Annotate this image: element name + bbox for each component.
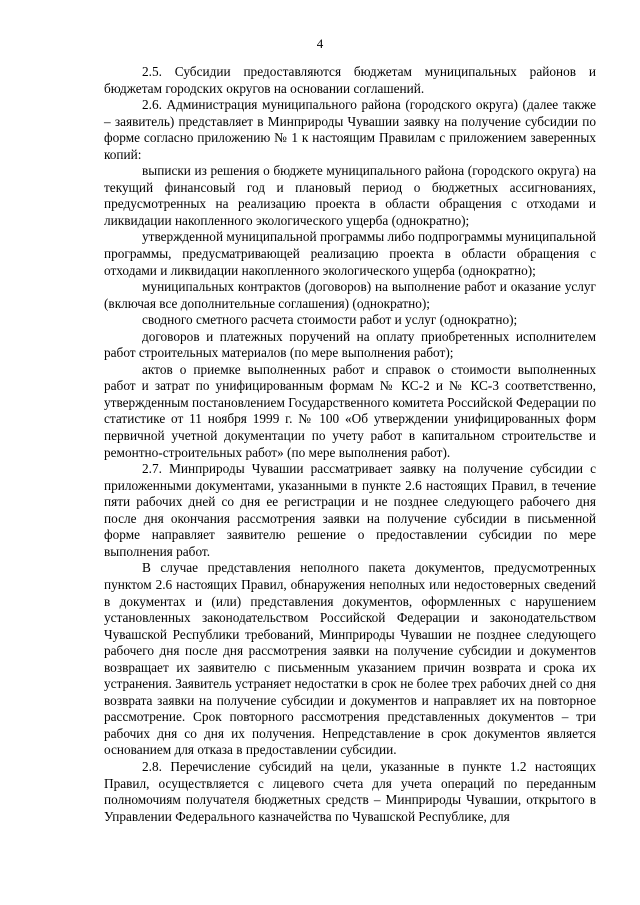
list-item-acceptance-acts: актов о приемке выполненных работ и справок о стоимости выполненных работ и затрат по унифицированным формам № КС-2 и № КС-3 соответственно, утвержденным постановлением Государственного комитета Российской Федерации по статистике от 11 ноября 1999 г. № 100 «Об утверждении унифицированных форм первичной учетной документации по учету работ в капитальном строительстве и ремонтно-строительных работ» (по мере выполнения работ).: [104, 361, 596, 460]
list-item-budget-extract: выписки из решения о бюджете муниципального района (городского округа) на текущий финансовый год и плановый период о бюджетных ассигнованиях, предусмотренных на реализацию проекта в области обращения с отходами и ликвидации накопленного экологического ущерба (однократно);: [104, 163, 596, 228]
paragraph-2-7: 2.7. Минприроды Чувашии рассматривает заявку на получение субсидии с приложенными документами, указанными в пункте 2.6 настоящих Правил, в течение пяти рабочих дней со дня ее регистрации и не позднее следующего рабочего дня после дня окончания рассмотрения заявки на получение субсидии в письменной форме направляет заявителю решение о предоставлении субсидии по мере выполнения работ.: [104, 461, 596, 559]
list-item-cost-estimate: сводного сметного расчета стоимости работ и услуг (однократно);: [142, 312, 518, 328]
page-number: 4: [316, 36, 324, 51]
list-item-payment-orders: договоров и платежных поручений на оплату приобретенных исполнителем работ строительных материалов (по мере выполнения работ);: [104, 328, 596, 361]
paragraph-2-5: 2.5. Субсидии предоставляются бюджетам муниципальных районов и бюджетам городских округов на основании соглашений.: [104, 64, 596, 96]
list-item-municipal-program: утвержденной муниципальной программы либо подпрограммы муниципальной программы, предусматривающей реализацию проекта в области обращения с отходами и ликвидации накопленного экологического ущерба (однократно);: [104, 229, 596, 278]
paragraph-2-8: 2.8. Перечисление субсидий на цели, указанные в пункте 1.2 настоящих Правил, осуществляется с лицевого счета для учета операций по переданным полномочиям получателя бюджетных средств – Минприроды Чувашии, открытого в Управлении Федерального казначейства по Чувашской Республике, для: [104, 758, 596, 824]
paragraph-2-6: 2.6. Администрация муниципального района (городского округа) (далее также – заявитель) представляет в Минприроды Чувашии заявку на получение субсидии по форме согласно приложению № 1 к настоящим Правилам с приложением заверенных копий:: [104, 97, 596, 162]
list-item-municipal-contracts: муниципальных контрактов (договоров) на выполнение работ и оказание услуг (включая все дополнительные соглашения) (однократно);: [104, 279, 596, 311]
paragraph-incomplete-documents: В случае представления неполного пакета документов, предусмотренных пунктом 2.6 настоящих Правил, обнаружения неполных или недостоверных сведений в документах и (или) представления документов, оформленных с нарушением установленных законодательством Российской Федерации и законодательством Чувашской Республики требований, Минприроды Чувашии не позднее следующего рабочего дня после дня рассмотрения заявки на получение субсидии и документов возвращает их заявителю с письменным указанием причин возврата и срока их устранения. Заявитель устраняет недостатки в срок не более трех рабочих дней со дня возврата заявки на получение субсидии и документов и направляет их на повторное рассмотрение. Срок повторного рассмотрения представленных документов – три рабочих дня со дня их получения. Непредставление в срок документов является основанием для отказа в предоставлении субсидии.: [104, 560, 596, 758]
document-body: [104, 64, 596, 825]
